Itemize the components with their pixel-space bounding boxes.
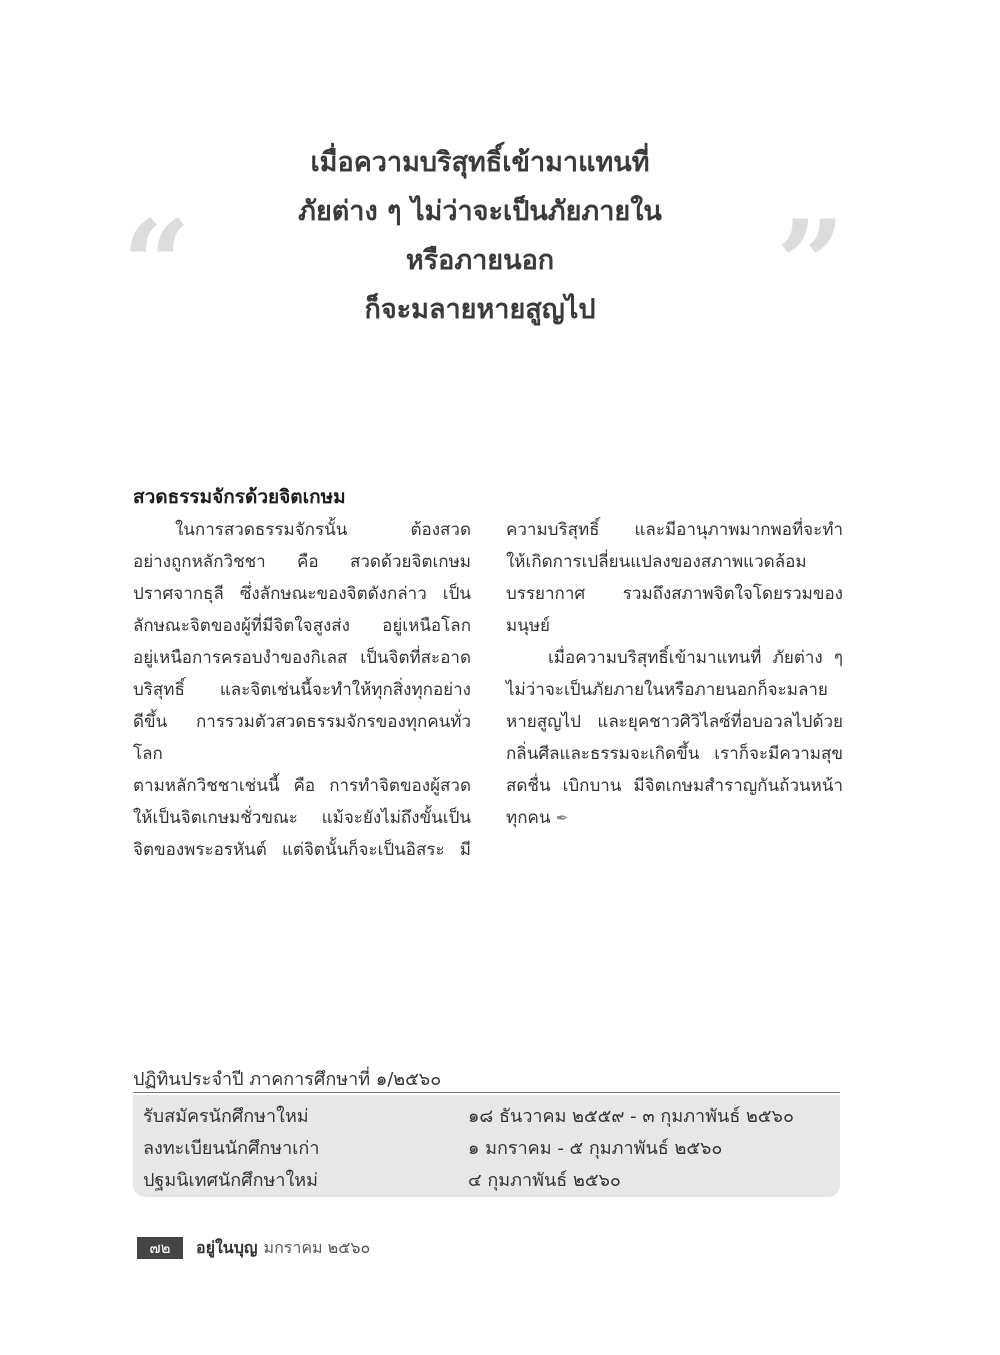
- body-line: จิตของพระอรหันต์ แต่จิตนั้นก็จะเป็นอิสระ มี: [133, 840, 471, 860]
- schedule-label: ลงทะเบียนนักศึกษาเก่า: [143, 1138, 320, 1159]
- open-quote-mark: “: [122, 194, 192, 335]
- body-line: ดีขึ้น การรวมตัวสวดธรรมจักรของทุกคนทั่วโลก: [133, 712, 471, 764]
- feather-icon: ✒: [555, 809, 569, 827]
- body-line: บรรยากาศ รวมถึงสภาพจิตใจโดยรวมของ: [506, 584, 843, 604]
- schedule-title: ปฏิทินประจำปี ภาคการศึกษาที่ ๑/๒๕๖๐: [133, 1069, 442, 1090]
- schedule-row: [143, 1129, 833, 1161]
- body-line: ไม่ว่าจะเป็นภัยภายในหรือภายนอกก็จะมลาย: [506, 680, 828, 700]
- pullquote-line: ภัยต่าง ๆ ไม่ว่าจะเป็นภัยภายใน: [298, 196, 662, 227]
- body-line: อยู่เหนือการครอบงำของกิเลส เป็นจิตที่สะอาด: [133, 648, 471, 668]
- publication-name: อยู่ในบุญ: [196, 1238, 258, 1257]
- pullquote-line: ก็จะมลายหายสูญไป: [364, 294, 596, 325]
- body-line-end: [506, 802, 843, 834]
- body-line: ให้เกิดการเปลี่ยนแปลงของสภาพแวดล้อม: [506, 552, 807, 572]
- schedule-row: [143, 1097, 833, 1129]
- body-line: ลักษณะจิตของผู้ที่มีจิตใจสูงส่ง อยู่เหนือโลก: [133, 616, 471, 636]
- body-line: ทุกคน: [506, 808, 551, 828]
- schedule-date: ๑๘ ธันวาคม ๒๕๕๙ - ๓ กุมภาพันธ์ ๒๕๖๐: [468, 1106, 794, 1127]
- schedule-date: ๔ กุมภาพันธ์ ๒๕๖๐: [468, 1170, 621, 1191]
- section-heading: สวดธรรมจักรด้วยจิตเกษม: [133, 486, 346, 508]
- running-footer: [196, 1237, 370, 1259]
- schedule-date: ๑ มกราคม - ๕ กุมภาพันธ์ ๒๕๖๐: [468, 1138, 723, 1159]
- close-quote-mark: ”: [776, 194, 846, 335]
- schedule-label: รับสมัครนักศึกษาใหม่: [143, 1106, 309, 1127]
- body-line: ให้เป็นจิตเกษมชั่วขณะ แม้จะยังไม่ถึงขั้นเป็น: [133, 808, 471, 828]
- schedule-label: ปฐมนิเทศนักศึกษาใหม่: [143, 1170, 318, 1191]
- pullquote: [180, 138, 780, 334]
- article-column-left: [133, 514, 471, 866]
- body-line: ปราศจากธุลี ซึ่งลักษณะของจิตดังกล่าว เป็น: [133, 584, 471, 604]
- schedule-divider: [133, 1092, 840, 1093]
- schedule-table: [133, 1095, 840, 1197]
- body-line: สดชื่น เบิกบาน มีจิตเกษมสำราญกันถ้วนหน้า: [506, 776, 843, 796]
- body-line: หายสูญไป และยุคชาวศิวิไลซ์ที่อบอวลไปด้วย: [506, 712, 843, 732]
- body-line: ตามหลักวิชชาเช่นนี้ คือ การทำจิตของผู้สวด: [133, 776, 471, 796]
- body-line: เมื่อความบริสุทธิ์เข้ามาแทนที่ ภัยต่าง ๆ: [548, 648, 843, 668]
- schedule-row: [143, 1161, 833, 1193]
- pullquote-line: หรือภายนอก: [405, 245, 555, 276]
- body-line: กลิ่นศีลและธรรมจะเกิดขึ้น เราก็จะมีความสุข: [506, 744, 843, 764]
- body-line: ในการสวดธรรมจักรนั้น ต้องสวด: [175, 520, 471, 540]
- article-column-right: [506, 514, 843, 834]
- page-number: ๗๒: [137, 1237, 183, 1259]
- body-line: มนุษย์: [506, 616, 550, 636]
- body-line: ความบริสุทธิ์ และมีอานุภาพมากพอที่จะทำ: [506, 520, 843, 540]
- pullquote-line: เมื่อความบริสุทธิ์เข้ามาแทนที่: [310, 147, 650, 178]
- issue-date: มกราคม ๒๕๖๐: [263, 1238, 371, 1257]
- body-line: อย่างถูกหลักวิชชา คือ สวดด้วยจิตเกษม: [133, 552, 471, 572]
- body-line: บริสุทธิ์ และจิตเช่นนี้จะทำให้ทุกสิ่งทุกอย่าง: [133, 680, 471, 700]
